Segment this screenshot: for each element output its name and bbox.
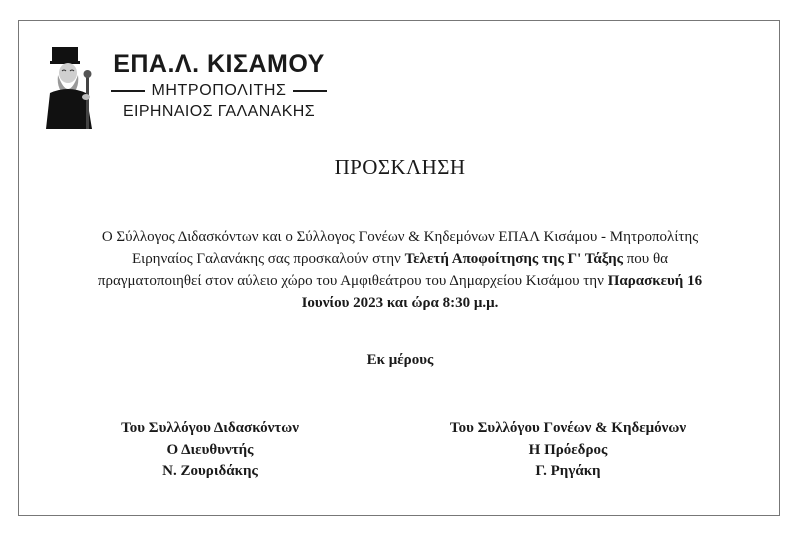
- bishop-portrait-icon: [42, 41, 96, 129]
- signature-block-parents: [398, 418, 738, 483]
- signature-name: Γ. Ρηγάκη: [535, 463, 601, 479]
- logo-school-name: ΕΠΑ.Λ. ΚΙΣΑΜΟΥ: [113, 50, 325, 78]
- logo-subtitle-row: [111, 81, 326, 101]
- signature-role: Η Πρόεδρος: [528, 441, 608, 458]
- logo-subtitle: ΜΗΤΡΟΠΟΛΙΤΗΣ: [151, 82, 287, 99]
- logo-rule-left: [111, 90, 145, 92]
- page-title: ΠΡΟΣΚΛΗΣΗ: [334, 155, 466, 179]
- signature-org: Του Συλλόγου Διδασκόντων: [121, 420, 299, 436]
- signature-org: Του Συλλόγου Γονέων & Κηδεμόνων: [449, 420, 687, 436]
- logo-text-block: [96, 41, 338, 131]
- event-name: Τελετή Αποφοίτησης της Γ' Τάξης: [404, 251, 623, 267]
- school-logo: [42, 41, 338, 131]
- logo-rule-right: [293, 90, 327, 92]
- logo-person-name: ΕΙΡΗΝΑΙΟΣ ΓΑΛΑΝΑΚΗΣ: [122, 103, 316, 120]
- signature-block-teachers: [60, 418, 360, 483]
- signature-name: Ν. Ζουριδάκης: [162, 463, 258, 479]
- signature-role: Ο Διευθυντής: [166, 441, 254, 458]
- on-behalf-heading: Εκ μέρους: [366, 352, 434, 368]
- invitation-body: [80, 226, 720, 314]
- body-text-part2: που θα πραγματοποιηθεί στον αύλειο χώρο του Αμφιθεάτρου του Δημαρχείου Κισάμου την: [97, 251, 668, 289]
- body-text-part1: Ο Σύλλογος Διδασκόντων και ο Σύλλογος Γονέων & Κηδεμόνων ΕΠΑΛ Κισάμου - Μητροπολίτης Ειρηναίος Γαλανάκης σας προσκαλούν στην: [101, 229, 699, 267]
- event-datetime: Παρασκευή 16 Ιουνίου 2023 και ώρα 8:30 μ.μ.: [301, 273, 703, 311]
